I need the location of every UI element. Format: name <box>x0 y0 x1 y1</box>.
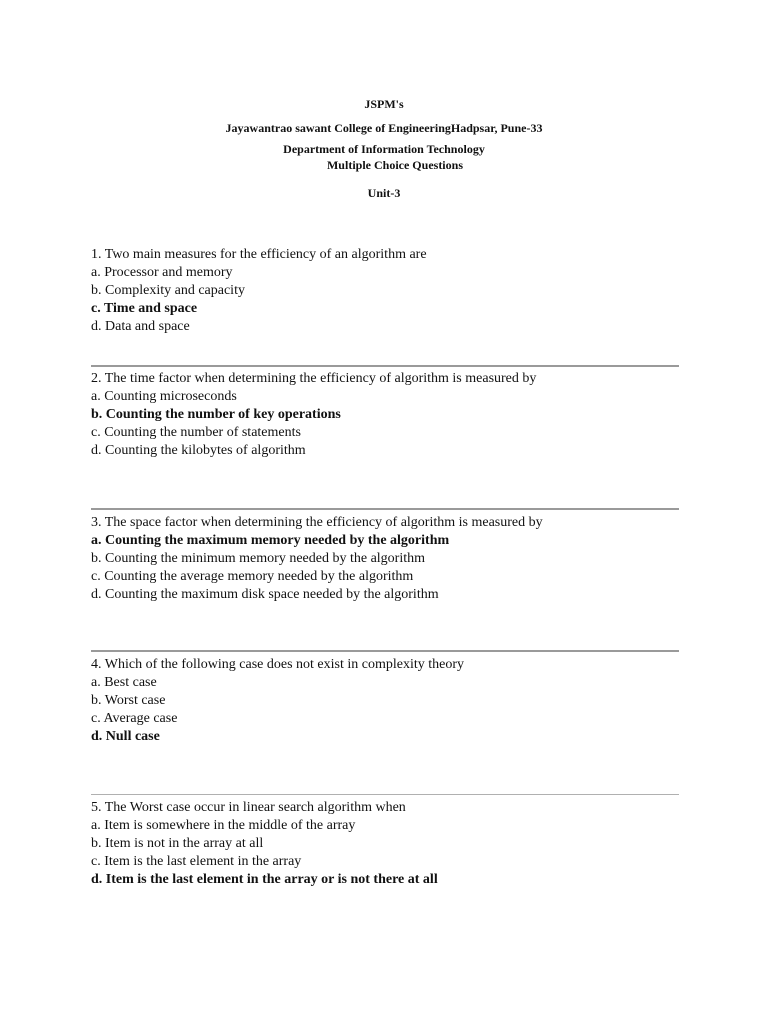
question-2 <box>91 370 691 460</box>
option-b: b. Complexity and capacity <box>91 283 245 298</box>
question-divider <box>91 365 679 367</box>
option-b: b. Counting the number of key operations <box>91 407 341 422</box>
document-subject: Multiple Choice Questions <box>326 158 463 172</box>
question-3 <box>91 514 691 604</box>
option-d: d. Null case <box>91 729 160 744</box>
option-c: c. Item is the last element in the array <box>91 854 302 869</box>
college-name: Jayawantrao sawant College of EngineeringHadpsar, Pune-33 <box>225 121 543 135</box>
option-a: a. Processor and memory <box>91 265 233 280</box>
question-5 <box>91 799 691 889</box>
option-c: c. Time and space <box>91 301 198 316</box>
question-1 <box>91 246 691 336</box>
question-divider <box>91 650 679 652</box>
option-d: d. Counting the maximum disk space needed by the algorithm <box>91 587 439 602</box>
option-b: b. Counting the minimum memory needed by the algorithm <box>91 551 426 566</box>
org-name: JSPM's <box>364 97 404 111</box>
option-c: c. Average case <box>91 711 178 726</box>
option-c: c. Counting the average memory needed by the algorithm <box>91 569 414 584</box>
option-d: d. Item is the last element in the array or is not there at all <box>91 872 438 887</box>
option-a: a. Counting the maximum memory needed by the algorithm <box>91 533 450 548</box>
department-name: Department of Information Technology <box>283 142 485 156</box>
question-4 <box>91 656 691 746</box>
question-stem: 2. The time factor when determining the efficiency of algorithm is measured by <box>91 371 537 386</box>
option-a: a. Best case <box>91 675 157 690</box>
option-b: b. Worst case <box>91 693 166 708</box>
option-a: a. Item is somewhere in the middle of the array <box>91 818 356 833</box>
option-c: c. Counting the number of statements <box>91 425 301 440</box>
option-a: a. Counting microseconds <box>91 389 237 404</box>
option-d: d. Data and space <box>91 319 190 334</box>
question-stem: 4. Which of the following case does not exist in complexity theory <box>91 657 464 672</box>
option-b: b. Item is not in the array at all <box>91 836 264 851</box>
question-divider <box>91 508 679 510</box>
option-d: d. Counting the kilobytes of algorithm <box>91 443 306 458</box>
question-stem: 3. The space factor when determining the efficiency of algorithm is measured by <box>91 515 543 530</box>
question-stem: 5. The Worst case occur in linear search algorithm when <box>91 800 406 815</box>
question-divider <box>91 794 679 795</box>
question-stem: 1. Two main measures for the efficiency of an algorithm are <box>91 247 427 262</box>
unit-label: Unit-3 <box>367 186 401 200</box>
